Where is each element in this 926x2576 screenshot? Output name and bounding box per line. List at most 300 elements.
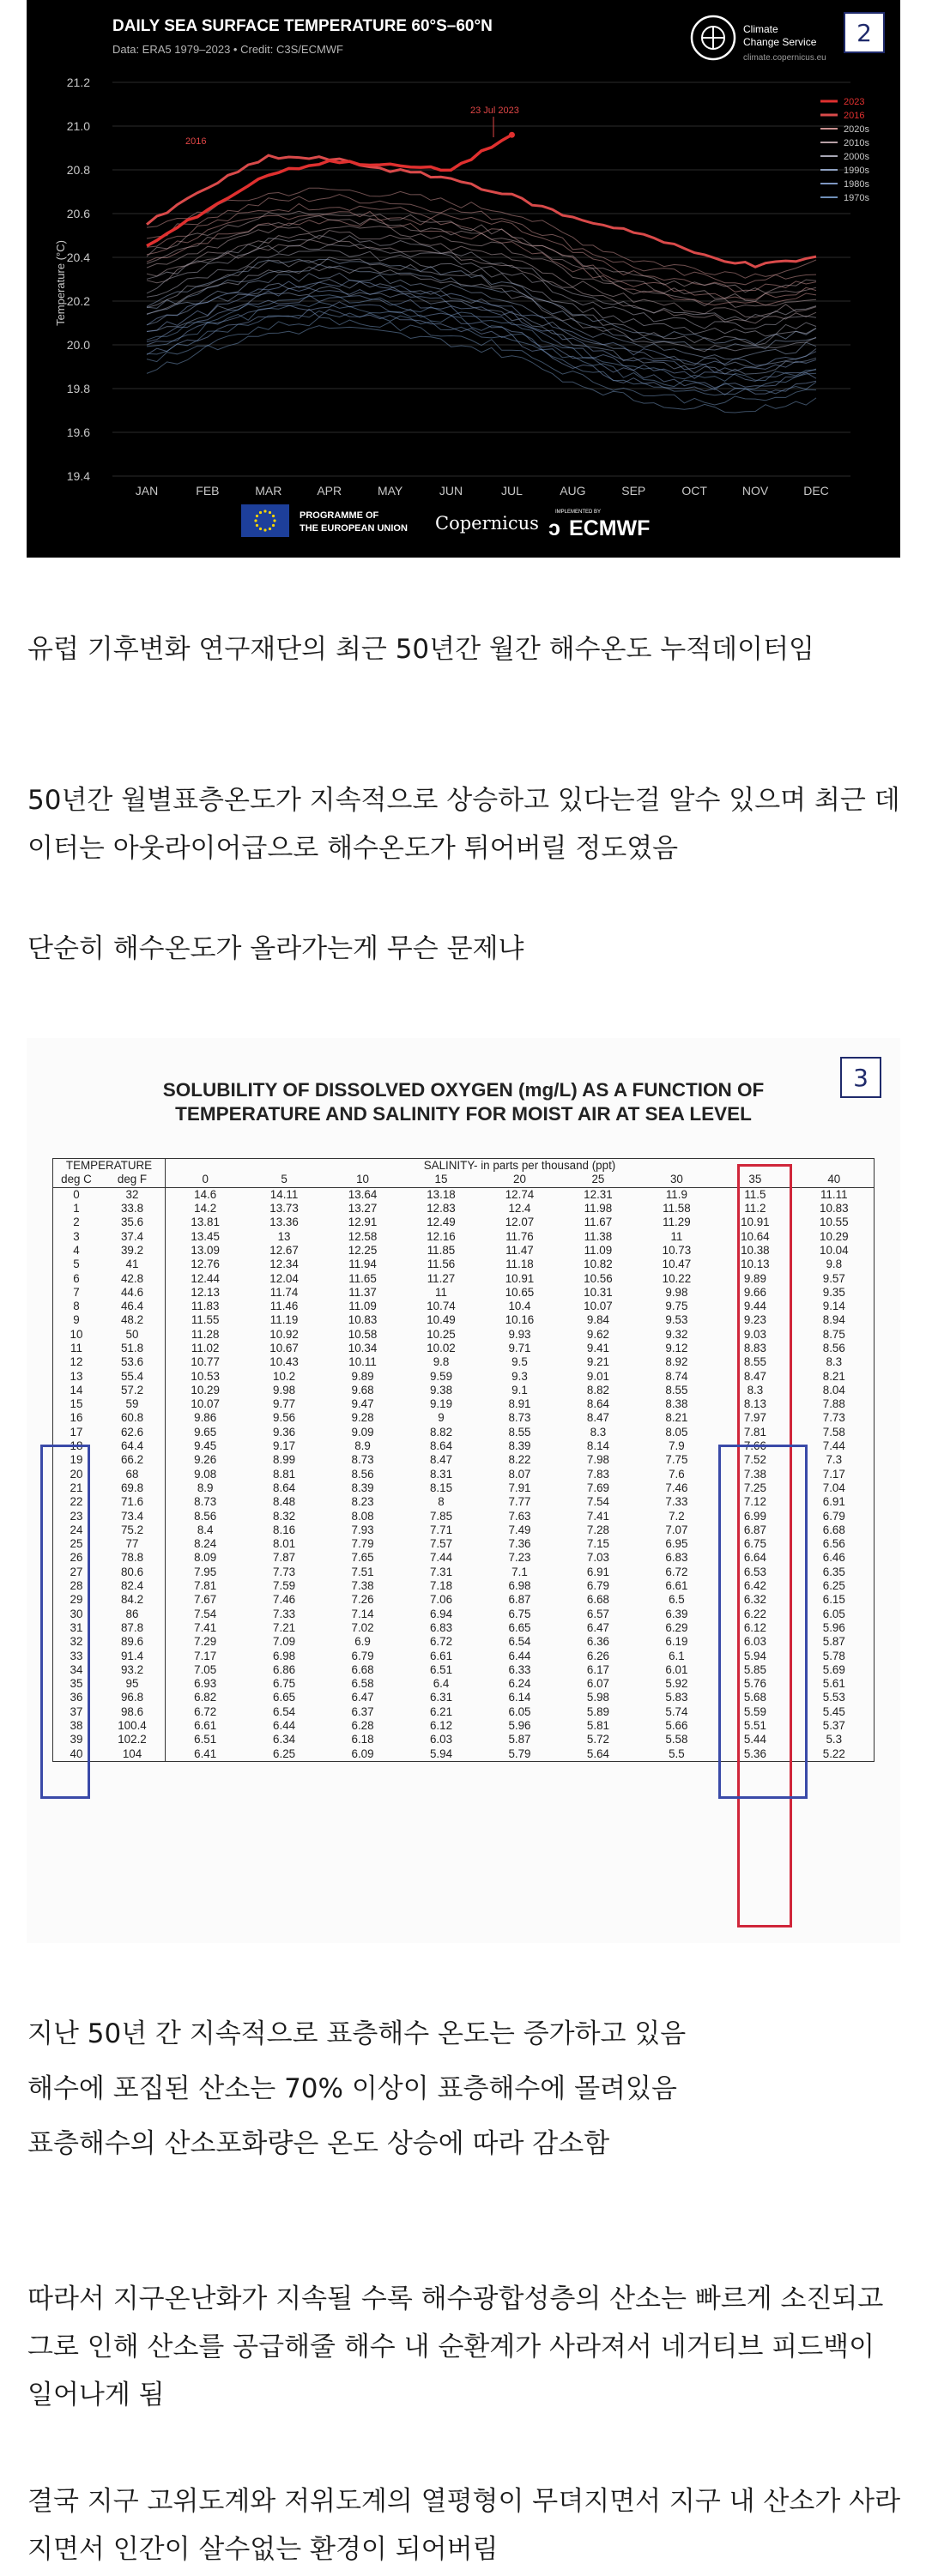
header-salinity-15: 15 xyxy=(402,1173,480,1187)
table-cell: 6.68 xyxy=(351,1662,374,1676)
table-cell: 7.26 xyxy=(351,1593,374,1607)
table-cell: 11.09 xyxy=(348,1300,377,1313)
table-cell: 35 xyxy=(53,1677,100,1691)
table-cell: 6.56 xyxy=(795,1537,875,1551)
table-cell: 10.77 xyxy=(191,1355,220,1369)
x-tick-label: DEC xyxy=(803,484,829,498)
table-cell: 91.4 xyxy=(100,1649,166,1662)
footer-eu-line1: PROGRAMME OF xyxy=(300,510,379,521)
table-cell: 39.2 xyxy=(100,1244,166,1258)
table-cell: 7.71 xyxy=(429,1523,453,1536)
table-cell: 6.26 xyxy=(586,1649,609,1662)
table-cell: 62.6 xyxy=(100,1426,166,1439)
table-cell: 6.72 xyxy=(429,1635,453,1649)
table-cell: 60.8 xyxy=(100,1411,166,1425)
table-cell: 35.6 xyxy=(100,1216,166,1229)
table-cell: 7.98 xyxy=(586,1453,609,1467)
table-cell: 6.22 xyxy=(743,1607,766,1620)
table-cell: 11.94 xyxy=(348,1258,377,1271)
eu-star xyxy=(259,528,262,530)
table-cell: 11.38 xyxy=(584,1229,613,1243)
highlight-20-37-temps xyxy=(40,1445,90,1799)
x-tick-label: SEP xyxy=(621,484,646,498)
legend-label: 2010s xyxy=(844,138,869,148)
table-cell: 5.69 xyxy=(795,1663,875,1677)
table-cell: 10.73 xyxy=(662,1243,692,1257)
table-cell: 82.4 xyxy=(100,1579,166,1593)
table-cell: 10.16 xyxy=(505,1313,535,1327)
table-cell: 5.45 xyxy=(795,1705,875,1719)
table-cell: 5.94 xyxy=(402,1746,480,1761)
table-cell: 6.79 xyxy=(795,1509,875,1523)
table-cell: 13.45 xyxy=(191,1229,220,1243)
table-cell: 11.37 xyxy=(348,1285,377,1299)
y-tick-label: 21.0 xyxy=(66,119,90,133)
table-cell: 10.67 xyxy=(269,1342,299,1354)
table-cell: 8.3 xyxy=(590,1425,607,1439)
table-cell: 9.3 xyxy=(511,1369,528,1383)
table-cell: 100.4 xyxy=(100,1719,166,1733)
table-cell: 6.47 xyxy=(586,1620,609,1634)
table-cell: 9.09 xyxy=(351,1425,374,1439)
table-cell: 14 xyxy=(53,1384,100,1397)
table-cell: 75.2 xyxy=(100,1523,166,1537)
table-cell: 10.64 xyxy=(741,1229,770,1243)
table-cell: 5.89 xyxy=(586,1704,609,1718)
table-cell: 5.36 xyxy=(716,1746,794,1761)
table-cell: 5.96 xyxy=(508,1719,531,1733)
table-cell: 7.52 xyxy=(743,1453,766,1467)
table-cell: 8.74 xyxy=(665,1369,688,1383)
series-line-2010s xyxy=(147,211,816,293)
table-cell: 8.47 xyxy=(429,1453,453,1467)
table-cell: 8.56 xyxy=(351,1467,374,1481)
table-cell: 8.3 xyxy=(747,1383,764,1397)
table-cell: 38 xyxy=(53,1719,100,1733)
table-cell: 7.93 xyxy=(351,1523,374,1536)
table-cell: 7.57 xyxy=(429,1537,453,1551)
eu-star xyxy=(269,511,271,514)
table-cell: 8.9 xyxy=(354,1439,371,1453)
table-cell: 6.03 xyxy=(429,1733,453,1746)
annotation-2016: 2016 xyxy=(185,136,207,147)
paragraph-4c: 표층해수의 산소포화량은 온도 상승에 따라 감소함 xyxy=(27,2128,610,2159)
table-cell: 13.64 xyxy=(348,1187,378,1201)
table-cell: 8.38 xyxy=(665,1397,688,1411)
table-cell: 10.2 xyxy=(273,1369,296,1383)
eu-star xyxy=(272,524,275,527)
table-cell: 50 xyxy=(100,1328,166,1342)
table-cell: 48.2 xyxy=(100,1313,166,1327)
table-cell: 6.36 xyxy=(586,1635,609,1649)
table-cell: 6.91 xyxy=(586,1565,609,1578)
table-cell: 9.14 xyxy=(795,1300,875,1313)
paragraph-5: 따라서 지구온난화가 지속될 수록 해수광합성층의 산소는 빠르게 소진되고 그로 인해 산소를 공급해줄 해수 내 순환계가 사라져서 네거티브 피드백이 일어나게 됨 xyxy=(27,2283,884,2410)
table-title-line1: SOLUBILITY OF DISSOLVED OXYGEN (mg/L) AS A FUNCTION OF xyxy=(162,1079,765,1101)
y-tick-label: 19.6 xyxy=(66,425,90,439)
table-cell: 7.23 xyxy=(508,1551,531,1565)
table-cell: 7.15 xyxy=(586,1537,609,1551)
table-cell: 12 xyxy=(53,1355,100,1369)
table-cell: 8 xyxy=(53,1300,100,1313)
table-cell: 6.09 xyxy=(324,1746,402,1761)
x-tick-label: FEB xyxy=(196,484,220,498)
table-cell: 7.75 xyxy=(665,1453,688,1467)
table-cell: 11.29 xyxy=(663,1216,691,1229)
table-cell: 28 xyxy=(53,1579,100,1593)
table-cell: 5.53 xyxy=(795,1691,875,1704)
table-cell: 7.88 xyxy=(795,1397,875,1411)
header-deg-c: deg C xyxy=(53,1173,100,1187)
table-cell: 9.98 xyxy=(665,1285,688,1299)
table-cell: 7.46 xyxy=(273,1593,296,1607)
table-cell: 6.86 xyxy=(273,1662,296,1676)
table-cell: 9.36 xyxy=(273,1425,296,1439)
table-cell: 12.49 xyxy=(427,1216,456,1229)
header-salinity: SALINITY- in parts per thousand (ppt) xyxy=(166,1159,875,1173)
table-cell: 78.8 xyxy=(100,1551,166,1565)
table-cell: 13.09 xyxy=(191,1243,220,1257)
table-cell: 8.64 xyxy=(586,1397,609,1411)
table-cell: 10.29 xyxy=(191,1383,220,1397)
y-tick-label: 19.4 xyxy=(66,469,90,483)
table-cell: 9.62 xyxy=(586,1327,609,1341)
table-cell: 7.21 xyxy=(273,1620,296,1634)
table-cell: 12.4 xyxy=(508,1202,531,1216)
table-cell: 12.67 xyxy=(269,1243,299,1257)
table-cell: 7.12 xyxy=(743,1495,766,1509)
table-cell: 9.03 xyxy=(743,1327,766,1341)
series-line-1970s xyxy=(147,326,816,413)
series-line-1970s xyxy=(147,311,816,395)
series-line-1990s xyxy=(147,259,816,344)
chart-grid xyxy=(112,82,850,476)
table-cell: 8.09 xyxy=(194,1551,217,1565)
table-cell: 30 xyxy=(53,1608,100,1621)
y-ticks xyxy=(67,75,90,483)
table-cell: 7.03 xyxy=(586,1551,609,1565)
table-cell: 6.75 xyxy=(743,1537,766,1551)
table-cell: 8.83 xyxy=(743,1342,766,1354)
table-cell: 14.2 xyxy=(194,1202,217,1216)
table-cell: 10.25 xyxy=(427,1327,456,1341)
table-cell: 6.05 xyxy=(508,1704,531,1718)
table-cell: 9.45 xyxy=(194,1439,217,1453)
table-cell: 5.22 xyxy=(795,1746,875,1761)
eu-star xyxy=(259,511,262,514)
table-cell: 5 xyxy=(53,1258,100,1271)
table-cell: 8.55 xyxy=(665,1383,688,1397)
table-cell: 7.33 xyxy=(273,1607,296,1620)
footer-copernicus: Copernicus xyxy=(435,513,539,534)
eu-star xyxy=(263,510,266,512)
table-cell: 10.49 xyxy=(427,1313,456,1327)
y-tick-label: 21.2 xyxy=(66,75,90,89)
table-cell: 5.78 xyxy=(795,1649,875,1662)
legend-label: 2016 xyxy=(844,111,865,121)
table-cell: 6.42 xyxy=(743,1579,766,1593)
table-cell: 12.16 xyxy=(427,1229,456,1243)
table-cell: 3 xyxy=(53,1229,100,1243)
table-cell: 26 xyxy=(53,1551,100,1565)
chart-subtitle: Data: ERA5 1979–2023 • Credit: C3S/ECMWF xyxy=(112,43,344,56)
table-cell: 10.58 xyxy=(348,1327,378,1341)
table-cell: 8.81 xyxy=(273,1467,296,1481)
table-cell: 5.59 xyxy=(743,1704,766,1718)
table-cell: 98.6 xyxy=(100,1705,166,1719)
table-cell: 5.72 xyxy=(586,1733,609,1746)
table-cell: 7.09 xyxy=(273,1635,296,1649)
table-cell: 13 xyxy=(277,1229,291,1243)
table-cell: 7.38 xyxy=(351,1579,374,1593)
table-cell: 8.22 xyxy=(508,1453,531,1467)
table-cell: 55.4 xyxy=(100,1369,166,1383)
table-cell: 11.58 xyxy=(663,1202,691,1216)
table-cell: 8.82 xyxy=(429,1425,453,1439)
table-cell: 6.37 xyxy=(351,1704,374,1718)
table-cell: 5.3 xyxy=(795,1733,875,1746)
table-cell: 12.34 xyxy=(269,1258,299,1271)
table-cell: 10.55 xyxy=(795,1216,875,1229)
table-cell: 8.01 xyxy=(273,1537,296,1551)
table-cell: 6.58 xyxy=(351,1677,374,1691)
chart-legend xyxy=(820,97,869,203)
table-cell: 7.28 xyxy=(586,1523,609,1536)
table-cell: 9.75 xyxy=(665,1300,688,1313)
legend-label: 2000s xyxy=(844,152,869,162)
table-cell: 8.64 xyxy=(429,1439,453,1453)
header-salinity-20: 20 xyxy=(481,1173,559,1187)
table-cell: 95 xyxy=(100,1677,166,1691)
table-cell: 6.95 xyxy=(665,1537,688,1551)
table-cell: 36 xyxy=(53,1691,100,1704)
table-cell: 9.71 xyxy=(508,1342,531,1354)
table-cell: 34 xyxy=(53,1663,100,1677)
table-cell: 7.73 xyxy=(273,1565,296,1578)
table-cell: 44.6 xyxy=(100,1286,166,1300)
table-cell: 6.87 xyxy=(508,1593,531,1607)
table-cell: 9.47 xyxy=(351,1397,374,1411)
table-cell: 10.4 xyxy=(508,1300,531,1313)
table-cell: 7.41 xyxy=(194,1620,217,1634)
table-cell: 6.47 xyxy=(351,1691,374,1704)
table-cell: 5.81 xyxy=(586,1719,609,1733)
table-cell: 6.17 xyxy=(586,1662,609,1676)
table-cell: 93.2 xyxy=(100,1663,166,1677)
table-cell: 8.07 xyxy=(508,1467,531,1481)
table-cell: 6.54 xyxy=(273,1704,296,1718)
table-cell: 14.6 xyxy=(194,1187,217,1201)
table-cell: 5.44 xyxy=(743,1733,766,1746)
table-cell: 9.84 xyxy=(586,1313,609,1327)
table-cell: 77 xyxy=(100,1537,166,1551)
table-cell: 8.82 xyxy=(586,1383,609,1397)
table-cell: 10.92 xyxy=(269,1327,299,1341)
table-cell: 9.8 xyxy=(795,1258,875,1271)
table-cell: 37 xyxy=(53,1705,100,1719)
table-cell: 5.74 xyxy=(665,1704,688,1718)
logo-name-line2: Change Service xyxy=(743,36,817,48)
table-cell: 6.5 xyxy=(669,1593,685,1607)
table-cell: 10.83 xyxy=(795,1202,875,1216)
table-cell: 8.64 xyxy=(273,1481,296,1494)
table-cell: 104 xyxy=(100,1746,166,1761)
footer-ecmwf-pre: IMPLEMENTED BY xyxy=(555,510,602,515)
table-cell: 7.06 xyxy=(429,1593,453,1607)
table-cell: 7.17 xyxy=(194,1649,217,1662)
table-cell: 46.4 xyxy=(100,1300,166,1313)
table-cell: 0 xyxy=(53,1187,100,1202)
table-cell: 6.9 xyxy=(354,1635,371,1649)
table-cell: 6.91 xyxy=(795,1495,875,1509)
table-cell: 6.28 xyxy=(351,1719,374,1733)
table-cell: 11.83 xyxy=(191,1300,220,1313)
table-title-line2: TEMPERATURE AND SALINITY FOR MOIST AIR AT SEA LEVEL xyxy=(175,1103,752,1125)
table-cell: 5.51 xyxy=(743,1719,766,1733)
logo-url: climate.copernicus.eu xyxy=(743,53,826,63)
table-cell: 32 xyxy=(100,1187,166,1202)
table-cell: 12.76 xyxy=(191,1258,220,1271)
table-cell: 5.83 xyxy=(665,1691,688,1704)
table-cell: 12.44 xyxy=(191,1271,220,1285)
table-cell: 7.59 xyxy=(273,1579,296,1593)
table-cell: 8.94 xyxy=(795,1313,875,1327)
figure-badge-3: 3 xyxy=(840,1057,881,1098)
table-cell: 10.13 xyxy=(741,1258,770,1271)
table-cell: 5.85 xyxy=(743,1662,766,1676)
table-cell: 6.41 xyxy=(166,1746,245,1761)
table-cell: 9.23 xyxy=(743,1313,766,1327)
table-cell: 6.12 xyxy=(743,1620,766,1634)
table-cell: 10.22 xyxy=(662,1271,692,1285)
table-cell: 9.89 xyxy=(743,1271,766,1285)
table-cell: 5.68 xyxy=(743,1691,766,1704)
table-cell: 6.34 xyxy=(273,1733,296,1746)
table-cell: 8.13 xyxy=(743,1397,766,1411)
table-cell: 84.2 xyxy=(100,1593,166,1607)
table-cell: 57.2 xyxy=(100,1384,166,1397)
table-cell: 12.07 xyxy=(505,1216,535,1229)
paragraph-1: 유럽 기후변화 연구재단의 최근 50년간 월간 해수온도 누적데이터임 xyxy=(27,634,814,665)
table-cell: 6.39 xyxy=(665,1607,688,1620)
header-salinity-30: 30 xyxy=(638,1173,716,1187)
table-cell: 7.87 xyxy=(273,1551,296,1565)
table-cell: 9.17 xyxy=(273,1439,296,1453)
table-cell: 11.9 xyxy=(665,1187,687,1201)
table-cell: 69.8 xyxy=(100,1481,166,1495)
table-cell: 8.39 xyxy=(508,1439,531,1453)
table-cell: 6.51 xyxy=(194,1733,217,1746)
table-cell: 5.66 xyxy=(665,1719,688,1733)
table-cell: 6.12 xyxy=(429,1719,453,1733)
table-cell: 14.11 xyxy=(269,1187,299,1201)
x-tick-label: OCT xyxy=(681,484,707,498)
table-cell: 71.6 xyxy=(100,1495,166,1509)
table-cell: 64.4 xyxy=(100,1439,166,1453)
x-tick-label: APR xyxy=(317,484,342,498)
table-cell: 6.75 xyxy=(508,1607,531,1620)
table-cell: 7.1 xyxy=(511,1565,528,1578)
table-cell: 6.01 xyxy=(665,1662,688,1676)
table-cell: 5.87 xyxy=(508,1733,531,1746)
eu-star xyxy=(273,519,275,522)
table-cell: 6.82 xyxy=(194,1691,217,1704)
table-cell: 7.04 xyxy=(795,1481,875,1495)
table-cell: 5.79 xyxy=(481,1746,559,1761)
table-cell: 13.81 xyxy=(191,1216,220,1229)
table-cell: 9.1 xyxy=(511,1383,528,1397)
table-cell: 8.24 xyxy=(194,1537,217,1551)
x-ticks xyxy=(136,484,829,498)
table-cell: 96.8 xyxy=(100,1691,166,1704)
table-cell: 9.01 xyxy=(586,1369,609,1383)
table-cell: 12.91 xyxy=(348,1216,378,1229)
highlight-20-37-values xyxy=(718,1445,808,1799)
table-cell: 25 xyxy=(53,1537,100,1551)
legend-label: 2020s xyxy=(844,124,869,135)
table-cell: 7.66 xyxy=(743,1439,766,1453)
table-cell: 7.77 xyxy=(508,1495,531,1509)
table-cell: 6 xyxy=(53,1271,100,1285)
paragraph-4a: 지난 50년 간 지속적으로 표층해수 온도는 증가하고 있음 xyxy=(27,2018,687,2049)
table-cell: 10.07 xyxy=(191,1397,220,1411)
table-cell: 8.32 xyxy=(273,1509,296,1523)
table-cell: 7.44 xyxy=(795,1439,875,1453)
table-cell: 13.36 xyxy=(269,1216,299,1229)
header-deg-f: deg F xyxy=(100,1173,166,1187)
table-cell: 7.67 xyxy=(194,1593,217,1607)
table-cell: 51.8 xyxy=(100,1342,166,1355)
table-cell: 9.53 xyxy=(665,1313,688,1327)
table-cell: 12.58 xyxy=(348,1229,378,1243)
table-cell: 18 xyxy=(53,1439,100,1453)
table-cell: 6.64 xyxy=(743,1551,766,1565)
table-cell: 6.99 xyxy=(743,1509,766,1523)
sst-chart-figure xyxy=(27,0,900,558)
table-cell: 8.92 xyxy=(665,1355,688,1369)
table-cell: 20 xyxy=(53,1468,100,1481)
table-cell: 11.5 xyxy=(744,1187,766,1201)
table-cell: 5.76 xyxy=(743,1677,766,1691)
table-cell: 11.98 xyxy=(584,1202,613,1216)
table-cell: 11 xyxy=(670,1229,683,1243)
table-cell: 6.94 xyxy=(429,1607,453,1620)
table-cell: 9.8 xyxy=(433,1355,450,1369)
table-cell: 8.15 xyxy=(429,1481,453,1494)
table-cell: 6.15 xyxy=(795,1593,875,1607)
table-cell: 7.91 xyxy=(508,1481,531,1494)
header-temperature: TEMPERATURE xyxy=(53,1159,166,1173)
table-cell: 7.6 xyxy=(669,1467,685,1481)
table-cell: 8.73 xyxy=(194,1495,217,1509)
table-cell: 7.83 xyxy=(586,1467,609,1481)
table-cell: 6.93 xyxy=(194,1677,217,1691)
table-cell: 6.61 xyxy=(194,1719,217,1733)
table-cell: 6.19 xyxy=(665,1635,688,1649)
table-cell: 5.37 xyxy=(795,1719,875,1733)
table-cell: 5.61 xyxy=(795,1677,875,1691)
table-cell: 8.99 xyxy=(273,1453,296,1467)
chart-footer xyxy=(241,504,650,540)
table-cell: 10.29 xyxy=(795,1229,875,1243)
table-cell: 10.47 xyxy=(662,1258,692,1271)
table-cell: 8.55 xyxy=(508,1425,531,1439)
table-cell: 68 xyxy=(100,1468,166,1481)
table-cell: 7.41 xyxy=(586,1509,609,1523)
table-cell: 6.65 xyxy=(508,1620,531,1634)
table-cell: 6.68 xyxy=(586,1593,609,1607)
table-cell: 7.65 xyxy=(351,1551,374,1565)
